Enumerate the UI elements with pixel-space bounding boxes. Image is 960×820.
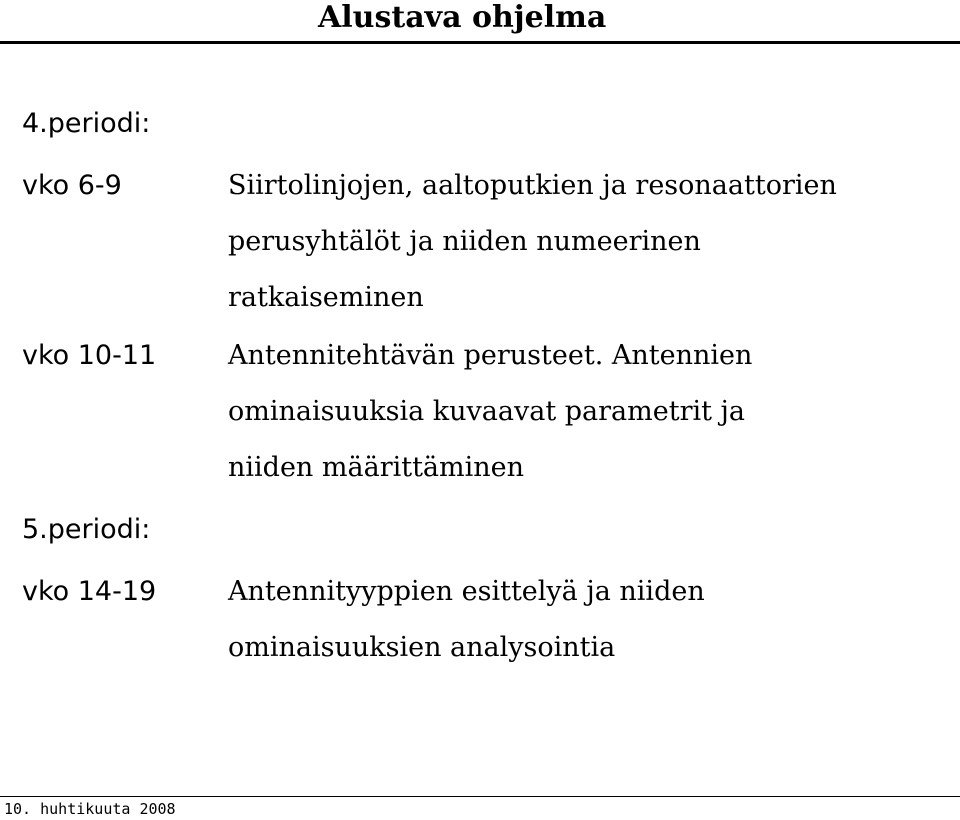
description-line: Siirtolinjojen, aaltoputkien ja resonaattorien	[228, 170, 837, 201]
description-line: ominaisuuksia kuvaavat parametrit ja	[228, 396, 746, 427]
title-divider	[0, 41, 960, 44]
week-label-6-9: vko 6-9	[22, 170, 122, 201]
description-line: ominaisuuksien analysointia	[228, 632, 616, 663]
description-line: ratkaiseminen	[228, 282, 424, 313]
footer-date: 10. huhtikuuta 2008	[4, 800, 176, 818]
description-line: niiden määrittäminen	[228, 452, 525, 483]
description-line: Antennitehtävän perusteet. Antennien	[228, 340, 753, 371]
row-description-6-9	[228, 158, 956, 326]
page-title: Alustava ohjelma	[318, 0, 607, 35]
period-label-4: 4.periodi:	[22, 108, 151, 139]
footer-divider	[0, 796, 960, 797]
row-description-10-11	[228, 328, 956, 496]
week-label-10-11: vko 10-11	[22, 340, 157, 371]
description-line: perusyhtälöt ja niiden numeerinen	[228, 226, 701, 257]
week-label-14-19: vko 14-19	[22, 576, 157, 607]
row-description-14-19	[228, 564, 956, 676]
description-line: Antennityyppien esittelyä ja niiden	[228, 576, 705, 607]
period-label-5: 5.periodi:	[22, 514, 151, 545]
